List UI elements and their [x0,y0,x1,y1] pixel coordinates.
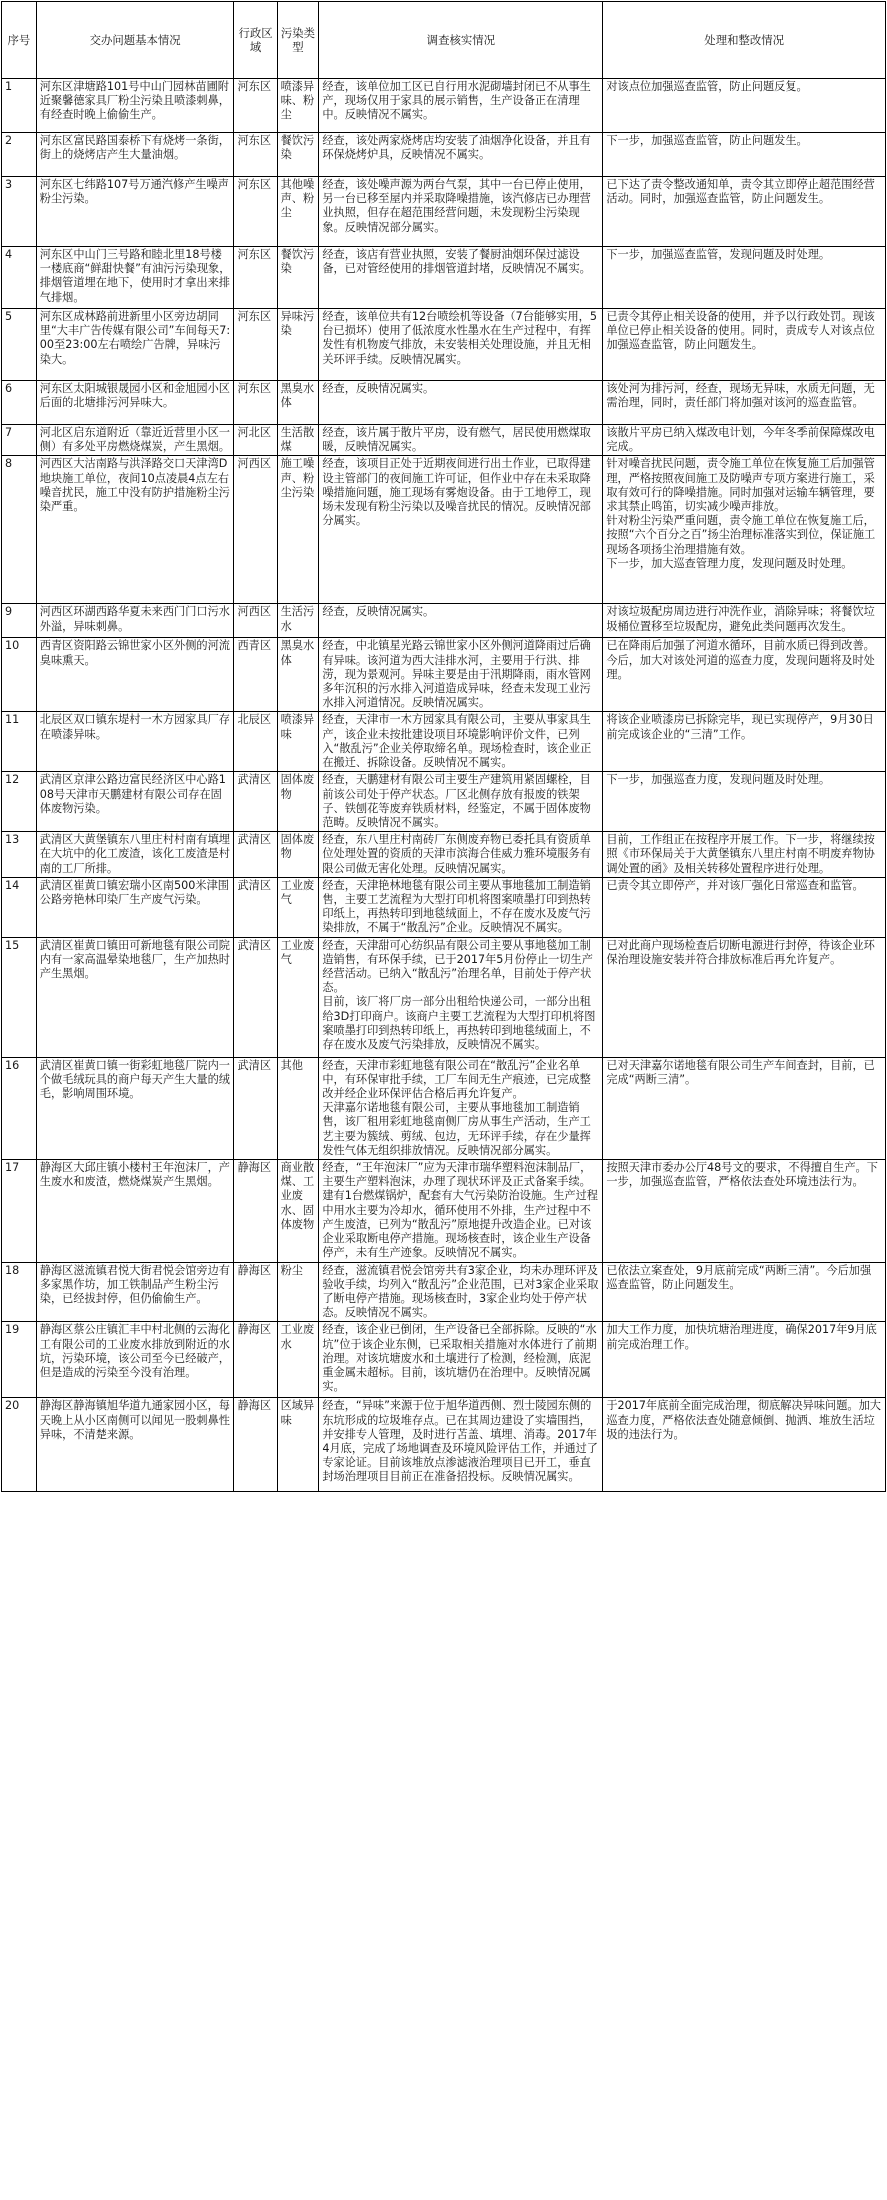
header-no: 序号 [2,2,37,79]
row-number: 8 [2,456,37,604]
handling [603,832,886,878]
issue-description: 武清区崔黄口镇田可新地毯有限公司院内有一家高温晕染地毯厂，生产加热时产生黑烟。 [36,937,234,1057]
handling [603,425,886,456]
verification: 经查，该处噪声源为两台气泵，其中一台已停止使用，另一台已移至屋内并采取降噪措施，该汽修店已办理营业执照，但存在超范围经营问题，未发现粉尘污染现象。反映情况部分属实。 [319,177,603,247]
handling-paragraph: 于2017年底前全面完成治理，彻底解决异味问题。加大巡查力度，严格依法查处随意倾倒、抛洒、堆放生活垃圾的违法行为。 [606,1399,881,1441]
handling [603,381,886,425]
table-row [2,1322,886,1398]
table-row [2,381,886,425]
issue-description: 武清区大黄堡镇东八里庄村村南有填埋在大坑中的化工废渣，该化工废渣是村南的工厂所排。 [36,832,234,878]
verification: 经查，该单位共有12台喷绘机等设备（7台能够实用，5台已损坏）使用了低浓度水性墨水在生产过程中，有挥发性有机物废气排放，未安装相关处理设施，并且无相关环评手续。反映情况属实。 [319,309,603,381]
table-row [2,1057,886,1159]
handling-paragraph: 已责令其停止相关设备的使用，并予以行政处罚。现该单位已停止相关设备的使用。同时，责成专人对该点位加强巡查监管，防止问题发生。 [606,310,875,352]
complaint-table [1,1,886,1492]
verification: 经查，该项目正处于近期夜间进行出土作业，已取得建设主管部门的夜间施工许可证，但作业中存在未采取降噪措施问题，施工现场有雾炮设备。由于工地停工，现场未发现有粉尘污染以及噪音扰民的情况。反映情况部分属实。 [319,456,603,604]
verification: 经查，“异味”来源于位于旭华道西侧、烈士陵园东侧的东坑形成的垃圾堆存点。已在其周边建设了实墙围挡，并安排专人管理，及时进行苫盖、填埋、消毒。2017年4月底，完成了场地调查及环境风险评估工作，并通过了专家论证。目前该堆放点渗滤液治理项目已开工，垂直封场治理项目目前正在准备招投标。反映情况属实。 [319,1398,603,1492]
pollution-type: 黑臭水体 [277,381,319,425]
district: 静海区 [234,1398,277,1492]
header-type: 污染类型 [277,2,319,79]
table-row [2,309,886,381]
row-number: 18 [2,1262,37,1322]
district: 武清区 [234,1057,277,1159]
row-number: 10 [2,638,37,712]
verification: 经查，反映情况属实。 [319,604,603,638]
table-row [2,1398,886,1492]
row-number: 20 [2,1398,37,1492]
pollution-type: 商业散煤、工业废水、固体废物 [277,1160,319,1262]
header-district: 行政区域 [234,2,277,79]
handling [603,638,886,712]
table-row [2,877,886,937]
handling-paragraph: 目前，工作组正在按程序开展工作。下一步，将继续按照《市环保局关于大黄堡镇东八里庄村南不明废弃物协调处置的函》及相关转移处置程序进行处理。 [606,833,875,875]
pollution-type: 工业废气 [277,937,319,1057]
verification-paragraph: 目前，该厂将厂房一部分出租给快递公司，一部分出租给3D打印商户。该商户主要工艺流程为大型打印机将图案喷墨打印到热转印纸上，再热转印到地毯绒面上，不存在废水及废气污染排放，反映情况不属实。 [322,995,596,1052]
district: 河东区 [234,247,277,309]
pollution-type: 固体废物 [277,832,319,878]
verification-paragraph: 天津嘉尔诺地毯有限公司，主要从事地毯加工制造销售，该厂租用彩虹地毯南侧厂房从事生产活动，生产工艺主要为簇绒、剪绒、包边，无环评手续，存在少量挥发性气体无组织排放情况。反映情况部分属实。 [322,1101,591,1157]
row-number: 15 [2,937,37,1057]
pollution-type: 餐饮污染 [277,133,319,177]
handling-paragraph: 对该点位加强巡查监管，防止问题反复。 [606,80,808,93]
row-number: 16 [2,1057,37,1159]
pollution-type: 其他 [277,1057,319,1159]
district: 河西区 [234,604,277,638]
table-row [2,456,886,604]
handling [603,177,886,247]
handling-paragraph: 下一步，加大巡查管理力度，发现问题及时处理。 [606,556,853,570]
issue-description: 武清区崔黄口镇一街彩虹地毯厂院内一个做毛绒玩具的商户每天产生大量的绒毛，影响周围环境。 [36,1057,234,1159]
verification: 经查，该片属于散片平房，设有燃气，居民使用燃煤取暖，反映情况属实。 [319,425,603,456]
handling-paragraph: 下一步，加强巡查监管，防止问题发生。 [606,134,808,147]
verification: 经查，东八里庄村南砖厂东侧废弃物已委托具有资质单位处理处置的资质的天津市滨海合佳威力雅环境服务有限公司做无害化处理。反映情况属实。 [319,832,603,878]
handling-paragraph: 对该垃圾配房周边进行冲洗作业，消除异味；将餐饮垃圾桶位置移至垃圾配房，避免此类问题再次发生。 [606,605,875,633]
table-row [2,712,886,772]
district: 武清区 [234,877,277,937]
pollution-type: 区域异味 [277,1398,319,1492]
table-header-row [2,2,886,79]
handling [603,1160,886,1262]
table-row [2,1160,886,1262]
handling [603,1322,886,1398]
district: 河东区 [234,133,277,177]
verification: 经查，该单位加工区已自行用水泥砌墙封闭已不从事生产，现场仅用于家具的展示销售，生产设备正在清理中。反映情况不属实。 [319,79,603,133]
district: 静海区 [234,1262,277,1322]
pollution-type: 生活污水 [277,604,319,638]
verification-paragraph: 经查，天津市彩虹地毯有限公司在“散乱污”企业名单中，有环保审批手续，工厂车间无生产痕迹，已完成整改并经企业环保评估合格后再允许复产。 [322,1058,591,1101]
table-row [2,832,886,878]
handling [603,937,886,1057]
handling [603,1057,886,1159]
row-number: 4 [2,247,37,309]
issue-description: 河西区大沽南路与洪泽路交口天津湾D地块施工单位，夜间10点凌晨4点左右噪音扰民，施工中没有防护措施粉尘污染严重。 [36,456,234,604]
verification: 经查，天鹏建材有限公司主要生产建筑用紧固螺栓，目前该公司处于停产状态。厂区北侧存放有报废的铁架子、铁刨花等废弃铁质材料，经鉴定，不属于固体废物范畴。反映情况不属实。 [319,772,603,832]
handling [603,133,886,177]
table-row [2,425,886,456]
issue-description: 河东区七纬路107号万通汽修产生噪声粉尘污染。 [36,177,234,247]
issue-description: 河北区启东道附近（靠近近营里小区一侧）有多处平房燃烧煤炭，产生黑烟。 [36,425,234,456]
handling-paragraph: 将该企业喷漆房已拆除完毕，现已实现停产，9月30日前完成该企业的“三清”工作。 [606,713,874,741]
row-number: 1 [2,79,37,133]
handling-paragraph: 下一步，加强巡查监管，发现问题及时处理。 [606,248,831,261]
row-number: 9 [2,604,37,638]
row-number: 6 [2,381,37,425]
district: 河东区 [234,381,277,425]
header-issue: 交办问题基本情况 [36,2,234,79]
row-number: 14 [2,877,37,937]
row-number: 13 [2,832,37,878]
handling [603,604,886,638]
handling-paragraph: 下一步，加强巡查力度，发现问题及时处理。 [606,773,831,787]
district: 河东区 [234,177,277,247]
pollution-type: 工业废水 [277,1322,319,1398]
issue-description: 静海区大邱庄镇小楼村王年泡沫厂，产生废水和废渣，燃烧煤炭产生黑烟。 [36,1160,234,1262]
handling-paragraph: 已在降雨后加强了河道水循环，目前水质已得到改善。今后，加大对该处河道的巡查力度，发现问题将及时处理。 [606,639,875,681]
handling [603,772,886,832]
row-number: 2 [2,133,37,177]
verification [319,937,603,1057]
pollution-type: 工业废气 [277,877,319,937]
handling [603,1398,886,1492]
header-handle: 处理和整改情况 [603,2,886,79]
row-number: 11 [2,712,37,772]
district: 河北区 [234,425,277,456]
pollution-type: 黑臭水体 [277,638,319,712]
issue-description: 武清区京津公路边富民经济区中心路108号天津市天鹏建材有限公司存在固体废物污染。 [36,772,234,832]
handling-paragraph: 该处河为排污河，经查，现场无异味，水质无问题，无需治理，同时，责任部门将加强对该河的巡查监管。 [606,382,875,410]
verification: 经查，反映情况属实。 [319,381,603,425]
handling [603,79,886,133]
handling [603,247,886,309]
handling [603,877,886,937]
verification-paragraph: 经查，天津甜可心纺织品有限公司主要从事地毯加工制造销售，有环保手续，已于2017年5月份停止一切生产经营活动。已纳入“散乱污”治理名单，目前处于停产状态。 [322,938,593,995]
verification: 经查，滋流镇君悦会馆旁共有3家企业，均未办理环评及验收手续，均列入“散乱污”企业范围，已对3家企业采取了断电停产措施。现场核查时，3家企业均处于停产状态。反映情况不属实。 [319,1262,603,1322]
issue-description: 河西区环湖西路华夏未来西门门口污水外溢，异味刺鼻。 [36,604,234,638]
pollution-type: 施工噪声、粉尘污染 [277,456,319,604]
pollution-type: 异味污染 [277,309,319,381]
table-row [2,1262,886,1322]
handling [603,1262,886,1322]
handling-paragraph: 已责令其立即停产，并对该厂强化日常巡查和监管。 [606,878,864,892]
table-row [2,638,886,712]
verification: 经查，该企业已倒闭，生产设备已全部拆除。反映的“水坑”位于该企业东侧，已采取相关措施对水体进行了前期治理。对该坑塘废水和土壤进行了检测，经检测，底泥重金属未超标。目前，该坑塘仍在治理中。反映情况属实。 [319,1322,603,1398]
pollution-type: 喷漆异味 [277,712,319,772]
row-number: 19 [2,1322,37,1398]
district: 河东区 [234,79,277,133]
table-row [2,79,886,133]
verification: 经查，“王年泡沫厂”应为天津市瑞华塑料泡沫制品厂，主要生产塑料泡沫，办理了现状环评及正式备案手续。建有1台燃煤锅炉，配套有大气污染防治设施。生产过程中用水主要为冷却水，循环使用不外排，生产过程中不产生废渣，已列为“散乱污”原地提升改造企业。已对该企业采取断电停产措施。现场核查时，该企业生产设备停产，未有生产迹象。反映情况不属实。 [319,1160,603,1262]
district: 河西区 [234,456,277,604]
handling-paragraph: 针对噪音扰民问题，责令施工单位在恢复施工后加强管理，严格按照夜间施工及防噪声专项方案进行施工，采取有效可行的降噪措施。同时加强对运输车辆管理，要求其禁止鸣笛，切实减少噪声排放。 [606,457,875,514]
issue-description: 西青区资阳路云锦世家小区外侧的河流臭味熏天。 [36,638,234,712]
issue-description: 武清区崔黄口镇宏瑞小区南500米津围公路旁艳林印染厂生产废气污染。 [36,877,234,937]
issue-description: 河东区富民路国泰桥下有烧烤一条街，街上的烧烤店产生大量油烟。 [36,133,234,177]
verification: 经查，天津艳林地毯有限公司主要从事地毯加工制造销售，主要工艺流程为大型打印机将图案喷墨打印到热转印纸上，再热转印到地毯绒面上，不存在废水及废气污染排放，不属于“散乱污”企业。反映情况不属实。 [319,877,603,937]
header-verify: 调查核实情况 [319,2,603,79]
district: 静海区 [234,1322,277,1398]
district: 武清区 [234,772,277,832]
issue-description: 河东区成林路前进新里小区旁边胡同里“大丰广告传媒有限公司”车间每天7:00至23:00左右喷绘广告牌，异味污染大。 [36,309,234,381]
district: 河东区 [234,309,277,381]
issue-description: 河东区太阳城银晟园小区和金旭园小区后面的北塘排污河异味大。 [36,381,234,425]
issue-description: 河东区中山门三号路和睦北里18号楼一楼底商“鲜甜快餐”有油污污染现象，排烟管道埋在地下，使用时才拿出来排气排烟。 [36,247,234,309]
table-row [2,937,886,1057]
table-row [2,177,886,247]
pollution-type: 粉尘 [277,1262,319,1322]
row-number: 5 [2,309,37,381]
district: 静海区 [234,1160,277,1262]
table-row [2,247,886,309]
verification: 经查，中北镇星光路云锦世家小区外侧河道降雨过后确有异味。该河道为西大洼排水河，主要用于行洪、排涝，现为景观河。异味主要是由于汛期降雨，雨水管网多年沉积的污水排入河道造成异味，经查未发现工业污水排入河道情况。反映情况属实。 [319,638,603,712]
verification: 经查，该处两家烧烤店均安装了油烟净化设备，并且有环保烧烤炉具，反映情况不属实。 [319,133,603,177]
table-row [2,133,886,177]
verification [319,1057,603,1159]
table-row [2,604,886,638]
handling-paragraph: 加大工作力度，加快坑塘治理进度，确保2017年9月底前完成治理工作。 [606,1323,877,1351]
handling [603,309,886,381]
handling-paragraph: 已依法立案查处，9月底前完成“两断三清”。今后加强巡查监管，防止问题发生。 [606,1263,872,1291]
district: 武清区 [234,937,277,1057]
row-number: 17 [2,1160,37,1262]
pollution-type: 生活散煤 [277,425,319,456]
pollution-type: 餐饮污染 [277,247,319,309]
table-body [2,79,886,1492]
handling [603,456,886,604]
handling-paragraph: 已对天津嘉尔诺地毯有限公司生产车间查封，目前，已完成“两断三清”。 [606,1058,875,1086]
row-number: 7 [2,425,37,456]
handling-paragraph: 按照天津市委办公厅48号文的要求，不得擅自生产。下一步，加强巡查监管，严格依法查处环境违法行为。 [606,1161,878,1189]
table-row [2,772,886,832]
pollution-type: 喷漆异味、粉尘 [277,79,319,133]
handling-paragraph: 针对粉尘污染严重问题，责令施工单位在恢复施工后，按照“六个百分之百”扬尘治理标准落实到位，保证施工现场各项扬尘治理措施有效。 [606,514,876,556]
row-number: 12 [2,772,37,832]
row-number: 3 [2,177,37,247]
issue-description: 北辰区双口镇东堤村一木方园家具厂存在喷漆异味。 [36,712,234,772]
district: 北辰区 [234,712,277,772]
pollution-type: 固体废物 [277,772,319,832]
district: 西青区 [234,638,277,712]
district: 武清区 [234,832,277,878]
handling [603,712,886,772]
issue-description: 河东区津塘路101号中山门园林苗圃附近聚馨德家具厂粉尘污染且喷漆刺鼻，有经查时晚上偷偷生产。 [36,79,234,133]
verification: 经查，该店有营业执照，安装了餐厨油烟环保过滤设备，已对管经使用的排烟管道封堵，反映情况不属实。 [319,247,603,309]
pollution-type: 其他噪声、粉尘 [277,177,319,247]
verification: 经查，天津市一木方园家具有限公司，主要从事家具生产，该企业未按批建设项目环境影响评价文件，已列入“散乱污”企业关停取缔名单。现场检查时，该企业正在搬迁、拆除设备。反映情况不属实。 [319,712,603,772]
issue-description: 静海区蔡公庄镇汇丰中村北侧的云海化工有限公司的工业废水排放到附近的水坑，污染环境，该公司至今已经破产，但是造成的污染至今没有治理。 [36,1322,234,1398]
handling-paragraph: 已下达了责令整改通知单，责令其立即停止超范围经营活动。同时，加强巡查监管，防止问题发生。 [606,178,875,206]
issue-description: 静海区静海镇旭华道九通家园小区，每天晚上从小区南侧可以闻见一股刺鼻性异味，不清楚来源。 [36,1398,234,1492]
handling-paragraph: 该散片平房已纳入煤改电计划，今年冬季前保障煤改电完成。 [606,426,875,454]
handling-paragraph: 已对此商户现场检查后切断电源进行封停，待该企业环保治理设施安装并符合排放标准后再允许复产。 [606,938,875,966]
issue-description: 静海区滋流镇君悦大街君悦会馆旁边有多家黑作坊，加工铁制品产生粉尘污染，已经拔封停，但仍偷偷生产。 [36,1262,234,1322]
